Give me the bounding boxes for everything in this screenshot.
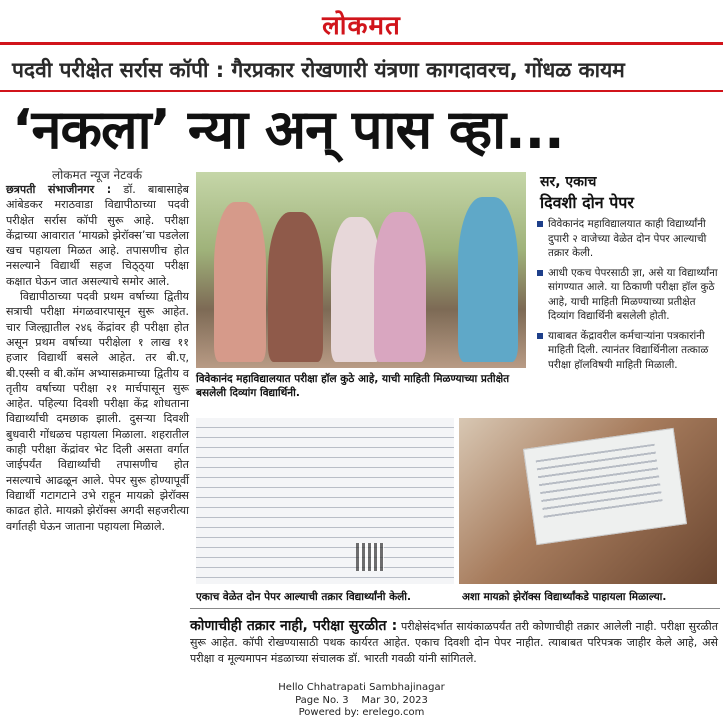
bottom-divider — [190, 608, 720, 609]
sidebar-bullet-item: विवेकानंद महाविद्यालयात काही विद्यार्थ्यांनी दुपारी २ वाजेच्या वेळेत दोन पेपर आल्याची तक्रार केली. — [534, 217, 718, 261]
byline: लोकमत न्यूज नेटवर्क — [52, 168, 143, 182]
photo3-caption: अशा मायक्रो झेरॉक्स विद्यार्थ्यांकडे पाहायला मिळाल्या. — [462, 591, 667, 603]
masthead-divider — [0, 42, 723, 45]
sidebar-bullet-item: आधी एकच पेपरसाठी ज्ञा, असे या विद्यार्थ्यांना सांगण्यात आले. या ठिकाणी परीक्षा हॉल कुठे आहे, याची माहिती मिळण्याच्या प्रतीक्षेत दिव्यांग विद्यार्थिनी बसलेली होती. — [534, 266, 718, 324]
photo1-caption: विवेकानंद महाविद्यालयात परीक्षा हॉल कुठे आहे, याची माहिती मिळण्याच्या प्रतीक्षेत बसलेली दिव्यांग विद्यार्थिनी. — [196, 373, 510, 399]
official-statement — [190, 618, 718, 667]
statement-lead: कोणाचीही तक्रार नाही, परीक्षा सुरळीत : — [190, 618, 398, 634]
dateline: छत्रपती संभाजीनगर : — [6, 183, 112, 196]
sidebar-box — [534, 172, 718, 377]
page-footer — [0, 682, 723, 720]
sidebar-bullet-item: याबाबत केंद्रावरील कर्मचाऱ्यांना पत्रकारांनी माहिती दिली. त्यानंतर विद्यार्थिनीला तत्काळ परीक्षा हॉलविषयी माहिती मिळाली. — [534, 329, 718, 373]
article-paragraph-2: विद्यापीठाच्या पदवी प्रथम वर्षाच्या द्वितीय सत्राची परीक्षा मंगळवारपासून सुरू आहेत. चार जिल्ह्यातील २४६ केंद्रांवर ही परीक्षा होत असून प्रथम वर्षाच्या परीक्षेला १ लाख ११ हजार विद्यार्थी बसले आहेत. तर बी.ए, बी.एस्सी व बी.कॉम अभ्यासक्रमाच्या द्वितीय व तृतीय वर्षाच्या परीक्षा २१ मार्चपासून सुरू आहेत. पहिल्या दिवशी परीक्षा केंद्र शोधताना विद्यार्थ्यांची दमछाक झाली. दुसऱ्या दिवशी बुधवारी गोंधळच पहायला मिळाला. शहरातील काही परीक्षा केंद्रांवर भेट दिली असता वर्गात जाईपर्यंत विद्यार्थ्यांची तपासणीच होत नसल्याचे आढळून आले. पेपर सुरू होण्यापूर्वी विद्यार्थी गटागटाने उभे राहून मायक्रो झेरॉक्स काढत होते. मायक्रो झेरॉक्स अगदी सहजरीत्या वर्गातही घेऊन जाताना पहायला मिळाले. — [6, 290, 189, 533]
photo2-caption: एकाच वेळेत दोन पेपर आल्याची तक्रार विद्यार्थ्यांनी केली. — [196, 591, 411, 603]
photo-micro-xerox-chits — [459, 418, 717, 584]
subheadline-divider — [0, 90, 723, 92]
sidebar-title-line2: दिवशी दोन पेपर — [540, 193, 634, 212]
footer-page-date: Page No. 3 Mar 30, 2023 — [295, 694, 428, 706]
newspaper-masthead: लोकमत — [322, 11, 401, 41]
subheadline: पदवी परीक्षेत सर्रास कॉपी : गैरप्रकार रोखणारी यंत्रणा कागदावरच, गोंधळ कायम — [12, 58, 625, 82]
photo-exam-timetable — [196, 418, 454, 584]
sidebar-title-line1: सर, एकाच — [540, 174, 597, 190]
footer-powered-by[interactable]: Powered by: erelego.com — [298, 707, 425, 718]
article-paragraph-1 — [6, 182, 189, 289]
main-headline: ‘नकला’ न्या अन् पास व्हा... — [12, 98, 564, 161]
paragraph-1-text: डॉ. बाबासाहेब आंबेडकर मराठवाडा विद्यापीठाच्या पदवी परीक्षेत सर्रास कॉपी सुरू आहे. परीक्षा केंद्राच्या आवारात ‘मायक्रो झेरॉक्स’चा पडलेला खच पहायला मिळत आहे. तपासणीच होत नसल्याने विद्यार्थी सहज चिठ्ठ्या परीक्षा कक्षात घेऊन जात असल्याचे समोर आले. — [6, 183, 189, 288]
footer-edition: Hello Chhatrapati Sambhajinagar — [278, 682, 445, 693]
qr-code-icon — [356, 543, 384, 571]
statement-text: परीक्षेसंदर्भात सायंकाळपर्यंत तरी कोणाचीही तक्रार आलेली नाही. परीक्षा सुरळीत सुरू आहेत. कॉपी रोखण्यासाठी पथक कार्यरत आहेत. एकाच दिवशी दोन पेपर नाहीत. त्याबाबत परिपत्रक जाहीर केले आहे, असे परीक्षा व मूल्यमापन मंडळाच्या संचालक डॉ. भारती गवळी यांनी सांगितले. — [190, 620, 718, 665]
photo-students-waiting — [196, 172, 526, 368]
article-body — [6, 182, 189, 534]
